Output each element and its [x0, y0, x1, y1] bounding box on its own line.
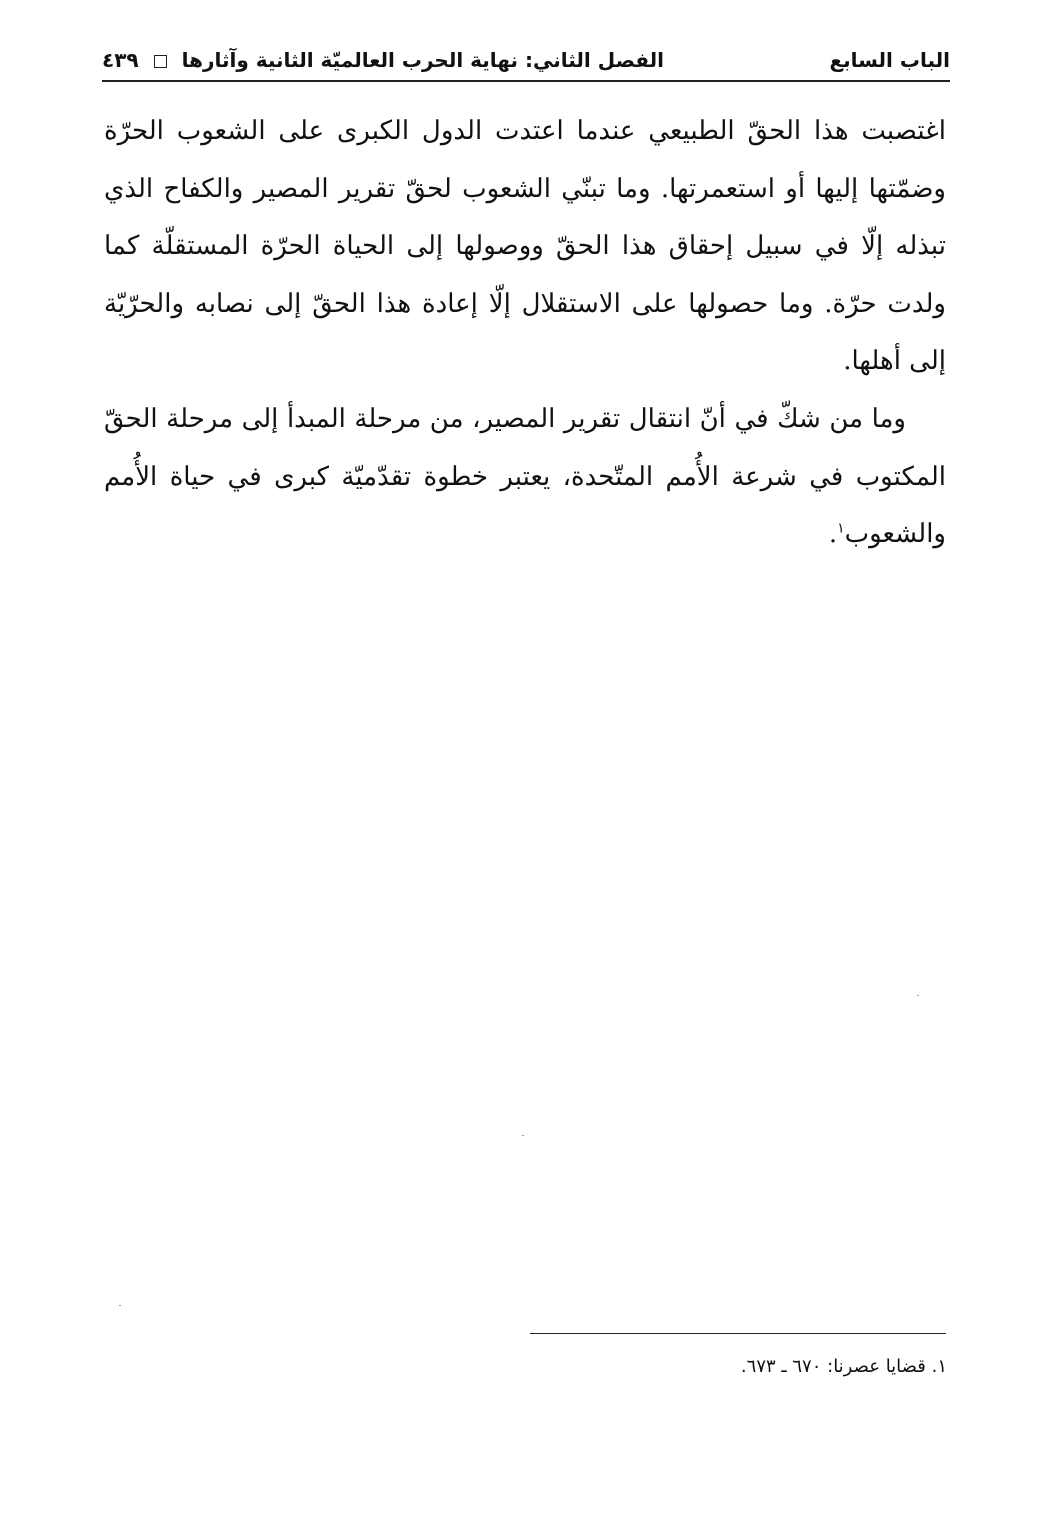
scan-speck [917, 995, 919, 996]
scan-speck [522, 1135, 524, 1136]
footnote-reference: ١ [837, 520, 845, 537]
footnote: ١. قضايا عصرنا: ٦٧٠ ـ ٦٧٣. [740, 1356, 947, 1377]
running-head-section-group [102, 48, 664, 72]
main-text [104, 103, 946, 564]
page-header [102, 40, 950, 82]
paragraph-end: . [828, 519, 838, 550]
running-head-section: الفصل الثاني: نهاية الحرب العالميّة الثانية وآثارها [181, 48, 665, 72]
paragraph: اغتصبت هذا الحقّ الطبيعي عندما اعتدت الدول الكبرى على الشعوب الحرّة وضمّتها إليها أو استعمرتها. وما تبنّي الشعوب لحقّ تقرير المصير والكفاح الذي تبذله إلّا في سبيل إحقاق هذا الحقّ ووصولها إلى الحياة الحرّة المستقلّة كما ولدت حرّة. وما حصولها على الاستقلال إلّا إعادة هذا الحقّ إلى نصابه والحرّيّة إلى أهلها. [104, 116, 946, 377]
square-separator-icon [154, 55, 167, 68]
paragraph-text: وما من شكّ في أنّ انتقال تقرير المصير، من مرحلة المبدأ إلى مرحلة الحقّ المكتوب في شرعة الأُمم المتّحدة، يعتبر خطوة تقدّميّة كبرى في حياة الأُمم والشعوب [104, 403, 946, 550]
paragraph [104, 391, 946, 564]
scan-speck [119, 1305, 121, 1306]
running-head-chapter: الباب السابع [829, 48, 950, 72]
footnote-divider [530, 1333, 946, 1334]
page-number: ٤٣٩ [102, 48, 139, 72]
